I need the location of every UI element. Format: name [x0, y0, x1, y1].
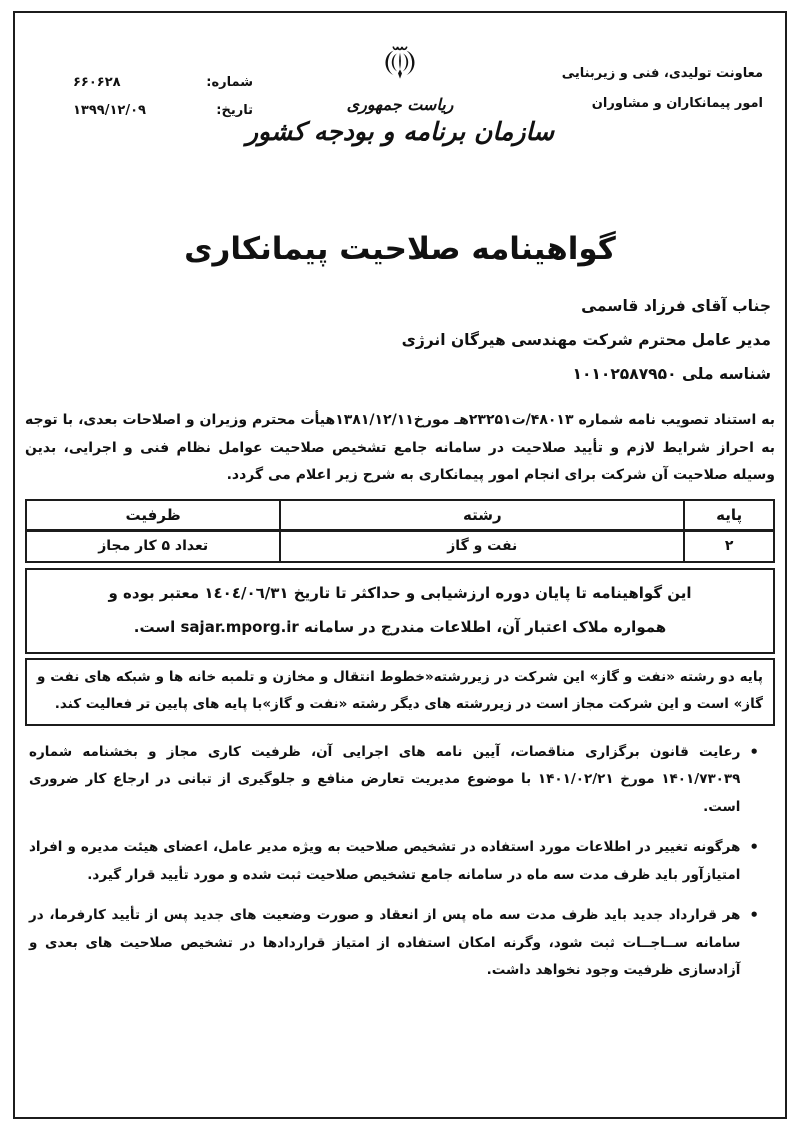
addressee-block — [25, 289, 775, 391]
validity-line-2: همواره ملاک اعتبار آن، اطلاعات مندرج در سامانه sajar.mporg.ir است. — [133, 617, 667, 636]
addressee-role: مدیر عامل محترم شرکت مهندسی هیرگان انرژی — [401, 331, 771, 349]
page-border-frame — [13, 11, 787, 1119]
qualification-table — [25, 499, 775, 563]
organization-name: سازمان برنامه و بودجه کشور — [245, 117, 555, 146]
validity-line-1: این گواهینامه تا پایان دوره ارزشیابی و حداکثر تا تاریخ ١٤٠٤/٠٦/٣١ معتبر بوده و — [108, 583, 692, 602]
note-text-1: رعایت قانون برگزاری مناقصات، آیین نامه های اجرایی آن، ظرفیت کاری مجاز و بخشنامه شماره ۱۴۰۱/۷۳۰۳۹ مورخ ۱۴۰۱/۰۲/۲۱ با موضوع مدیریت تعارض منافع و جلوگیری از تبانی در ارجاع کار ضروری است. — [29, 743, 741, 815]
validity-box — [25, 568, 775, 654]
presidency-caption: ریاست جمهوری — [346, 95, 454, 114]
note-text-3: هر قرارداد جدید باید ظرف مدت سه ماه پس از انعقاد و صورت وضعیت های جدید پس از تأیید کارفرما، در سامانه ســاجــات ثبت شود، وگرنه امکان استفاده از امتیاز قراردادها در تشخیص صلاحیت های بعدی و آزادسازی ظرفیت وجود نخواهد داشت. — [29, 907, 741, 978]
bullet-icon: • — [749, 838, 759, 856]
table-row — [26, 531, 774, 562]
capacity-header: ظرفیت — [26, 500, 280, 531]
grade-cell: ۲ — [684, 531, 774, 562]
capacity-cell: تعداد ۵ کار مجاز — [26, 531, 280, 562]
bullet-icon: • — [749, 906, 759, 924]
deputy-line: معاونت تولیدی، فنی و زیربنایی — [561, 66, 763, 81]
grade-header: پایه — [684, 500, 774, 531]
table-header-row — [26, 500, 774, 531]
org-identity — [25, 41, 775, 146]
bullet-icon: • — [749, 742, 759, 761]
note-item-3 — [29, 902, 759, 985]
affairs-line: امور پیمانکاران و مشاوران — [591, 96, 763, 111]
addressee-name: جناب آقای فرزاد قاسمی — [581, 297, 771, 315]
date-label: تاریخ: — [216, 103, 253, 118]
note-text-2: هرگونه تغییر در اطلاعات مورد استفاده در تشخیص صلاحیت به ویژه مدیر عامل، اعضای هیئت مدیره و افراد امتیازآور باید ظرف مدت سه ماه در سامانه جامع تشخیص صلاحیت ثبت شده و مورد تأیید قرار گیرد. — [29, 839, 741, 883]
letterhead — [25, 13, 775, 181]
number-label: شماره: — [206, 75, 253, 90]
document-content — [15, 13, 785, 1117]
subfield-note-box: پایه دو رشته «نفت و گاز» این شرکت در زیررشته«خطوط انتقال و مخازن و تلمبه خانه ها و شبکه های نفت و گاز» است و این شرکت مجاز است در زیررشته های دیگر رشته «نفت و گاز»با پایه های پایین تر فعالیت کند. — [25, 658, 775, 726]
legal-basis-paragraph: به استناد تصویب نامه شماره ۴۸۰۱۳/ت۲۳۲۵۱هـ مورخ۱۳۸۱/۱۲/۱۱هیأت محترم وزیران و اصلاحات بعدی، با توجه به احراز شرایط لازم و تأیید صلاحیت در سامانه جامع تشخیص صلاحیت عوامل نظام فنی و اجرایی، بدین وسیله صلاحیت آن شرکت برای انجام امور پیمانکاری به شرح زیر اعلام می گردد. — [25, 412, 775, 483]
number-value: ۶۶۰۶۲۸ — [73, 75, 121, 90]
field-cell: نفت و گاز — [280, 531, 684, 562]
certificate-title: گواهینامه صلاحیت پیمانکاری — [184, 231, 616, 267]
national-id: شناسه ملی ۱۰۱۰۲۵۸۷۹۵۰ — [572, 365, 771, 383]
notes-list — [25, 739, 775, 985]
date-value: ۱۳۹۹/۱۲/۰۹ — [73, 103, 146, 118]
field-header: رشته — [280, 500, 684, 531]
note-item-1 — [29, 739, 759, 822]
note-item-2 — [29, 834, 759, 889]
iran-national-emblem-icon — [380, 41, 420, 93]
